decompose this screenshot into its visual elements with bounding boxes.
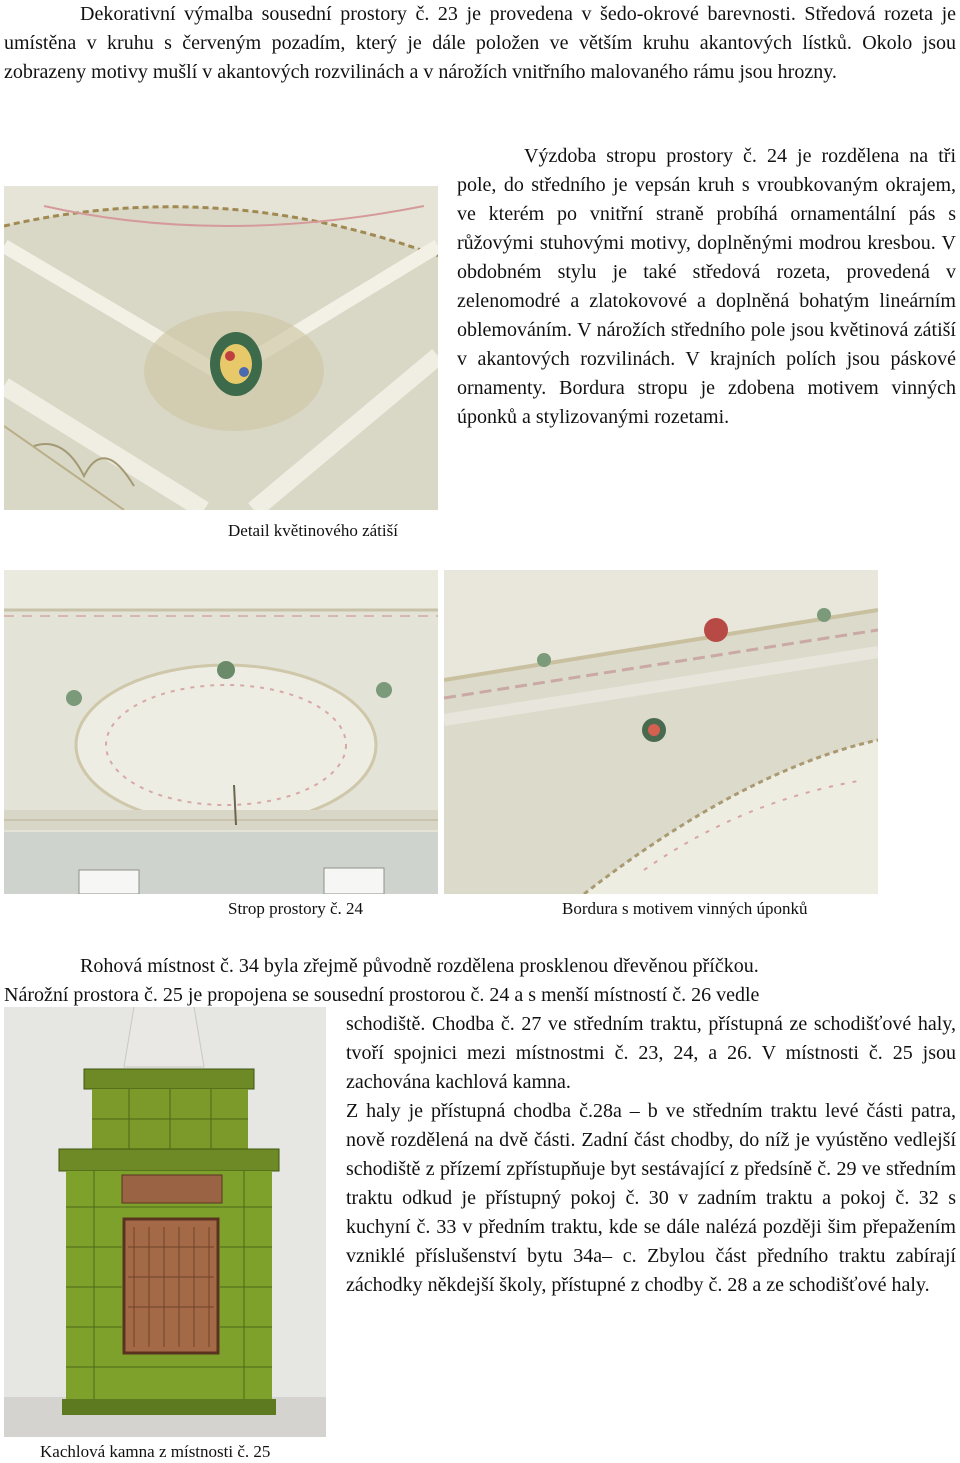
photo-tiled-stove <box>4 1007 326 1437</box>
caption-ceiling-24: Strop prostory č. 24 <box>228 899 364 918</box>
photo-border <box>444 570 878 894</box>
caption-flower-detail: Detail květinového zátiší <box>228 521 398 540</box>
photo-flower-detail <box>4 186 438 510</box>
caption-border: Bordura s motivem vinných úponků <box>562 899 808 918</box>
caption-stove: Kachlová kamna z místnosti č. 25 <box>40 1442 271 1461</box>
paragraph-1: Dekorativní výmalba sousední prostory č. 23 je provedena v šedo-okrové barevnosti. Středová rozeta je umístěna v kruhu s červeným pozadím, který je dále položen ve větším kruhu akantových lístků. Okolo jsou zobrazeny motivy mušlí v akantových rozvilinách a v nárožích vnitřního malovaného rámu jsou hrozny. <box>4 3 956 83</box>
paragraph-3-line-1: Rohová místnost č. 34 byla zřejmě původně rozdělena prosklenou dřevěnou příčkou. <box>80 955 759 977</box>
paragraph-2: Výzdoba stropu prostory č. 24 je rozdělena na tři pole, do středního je vepsán kruh s vroubkovaným okrajem, ve kterém po vnitřní straně probíhá ornamentální pás s růžovými stuhovými motivy, doplněnými modrou kresbou. V obdobném stylu je také středová rozeta, provedená v zelenomodré a zlatokovové a doplněná bohatým lineárním oblemováním. V nárožích středního pole jsou květinová zátiší v akantových rozvilinách. V krajních polích jsou páskové ornamenty. Bordura stropu je zdobena motivem vinných úponků a stylizovanými rozetami. <box>457 145 956 428</box>
paragraph-4: Z haly je přístupná chodba č.28a – b ve středním traktu levé části patra, nově rozdělená na dvě části. Zadní část chodby, do níž je vyústěno vedlejší schodiště z přízemí zpřístupňuje byt sestávající z předsíně č. 29 ve středním traktu odkud je přístupný pokoj č. 30 v zadním traktu a pokoj č. 32 s kuchyní č. 33 v předním traktu, kde se dále nalézá později šim přepažením vzniklé příslušenství bytu 34a– c. Zbylou část předního traktu zabírají záchodky někdejší školy, přístupné z chodby č. 28 a ze schodišťové haly. <box>346 1100 956 1296</box>
paragraph-3-line-2: Nárožní prostora č. 25 je propojena se sousední prostorou č. 24 a s menší místností č. 26 vedle <box>4 984 760 1006</box>
photo-ceiling-24 <box>4 570 438 894</box>
paragraph-3-rest: schodiště. Chodba č. 27 ve středním traktu, přístupná ze schodišťové haly, tvoří spojnici mezi místnostmi č. 23, 24, a 26. V místnosti č. 25 jsou zachována kachlová kamna. <box>346 1013 956 1093</box>
